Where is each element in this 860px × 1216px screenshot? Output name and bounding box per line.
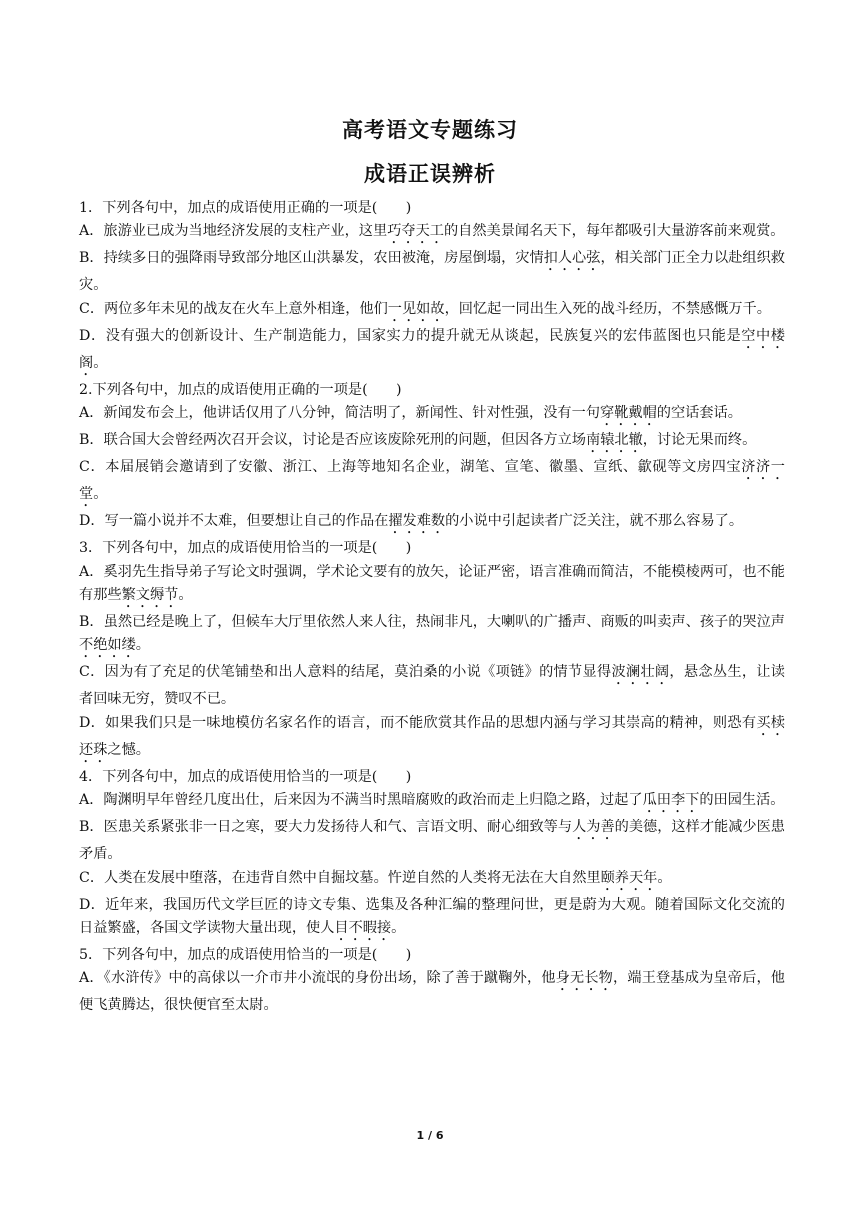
option-text: A．旅游业已成为当地经济发展的支柱产业，这里 bbox=[79, 223, 388, 240]
answer-option bbox=[79, 894, 785, 944]
option-text: 。 bbox=[178, 587, 193, 604]
question-stem: 5．下列各句中，加点的成语使用恰当的一项是( ) bbox=[79, 947, 412, 964]
answer-option bbox=[79, 816, 785, 866]
question-block bbox=[79, 379, 785, 537]
document-subtitle: 成语正误辨析 bbox=[364, 162, 496, 186]
question-block bbox=[79, 766, 785, 944]
option-text: C．人类在发展中堕落，在违背自然中自掘坟墓。忤逆自然的人类将无法在大自然里 bbox=[79, 869, 601, 886]
option-text: ，回忆起一同出生入死的战斗经历，不禁感慨万千。 bbox=[444, 300, 771, 317]
option-text: 的美德，这样才能减少医患矛盾。 bbox=[79, 819, 785, 863]
option-text: 的小说中引起读者广泛关注，就不那么容易了。 bbox=[445, 513, 744, 530]
dotted-idiom: 擢发难数 bbox=[388, 513, 446, 530]
answer-option bbox=[79, 661, 785, 711]
answer-option bbox=[79, 429, 785, 456]
option-text: A．奚羽先生指导弟子写论文时强调，学术论文要有的放矢，论证严密，语言准确而简洁，不能模棱两可，也不能有那些 bbox=[79, 563, 785, 604]
option-text: D．写一篇小说并不太难，但要想让自己的作品在 bbox=[79, 513, 389, 530]
answer-option bbox=[79, 967, 785, 1017]
dotted-idiom: 波澜壮阔 bbox=[611, 664, 670, 681]
option-text: ，讨论无果而终。 bbox=[642, 432, 757, 449]
dotted-idiom: 空中楼阁 bbox=[79, 327, 785, 371]
answer-option bbox=[79, 247, 785, 297]
option-text: 的自然美景闻名天下，每年都吸引大量游客前来观赏。 bbox=[443, 223, 785, 240]
option-text: 。 bbox=[93, 486, 108, 503]
option-text: C．本届展销会邀请到了安徽、浙江、上海等地知名企业，湖笔、宣笔、徽墨、宣纸、歙砚等文房四宝 bbox=[79, 459, 742, 476]
answer-option bbox=[79, 712, 785, 766]
answer-option bbox=[79, 867, 785, 894]
answer-option bbox=[79, 789, 785, 816]
answer-option bbox=[79, 220, 785, 247]
dotted-idiom: 身无长物 bbox=[555, 970, 614, 987]
option-text: C．因为有了充足的伏笔铺垫和出人意料的结尾，莫泊桑的小说《项链》的情节显得 bbox=[79, 664, 612, 681]
option-text: ，端王登基成为皇帝后，他便飞黄腾达，很快便官至太尉。 bbox=[79, 970, 785, 1014]
option-text: A．陶渊明早年曾经几度出仕，后来因为不满当时黑暗腐败的政治而走上归隐之路，过起了 bbox=[79, 792, 643, 809]
question-block bbox=[79, 197, 785, 379]
answer-option bbox=[79, 561, 785, 611]
option-text: B．联合国大会曾经两次召开会议，讨论是否应该废除死刑的问题，但因各方立场 bbox=[79, 432, 586, 449]
option-text: 。 bbox=[93, 354, 108, 371]
dotted-idiom: 颐养天年 bbox=[600, 869, 658, 886]
option-text: B．医患关系紧张非一日之寒，要大力发扬待人和气、言语文明、耐心细致等与 bbox=[79, 819, 573, 836]
dotted-idiom: 南辕北辙 bbox=[586, 432, 643, 449]
option-text: 。 bbox=[657, 869, 672, 886]
option-text: D．如果我们只是一味地模仿名家名作的语言，而不能欣赏其作品的思想内涵与学习其崇高的精神，则恐有 bbox=[79, 714, 757, 731]
option-text: C．两位多年未见的战友在火车上意外相逢，他们 bbox=[79, 300, 388, 317]
dotted-idiom: 济济一堂 bbox=[79, 459, 785, 503]
option-text: A．《水浒传》中的高俅以一介市井小流氓的身份出场，除了善于蹴鞠外，他 bbox=[79, 970, 556, 987]
question-block bbox=[79, 537, 785, 766]
question-stem: 2.下列各句中，加点的成语使用正确的一项是( ) bbox=[79, 381, 402, 398]
option-text: 的田园生活。 bbox=[699, 792, 785, 809]
dotted-idiom: 扣人心弦 bbox=[543, 250, 601, 267]
answer-option bbox=[79, 611, 785, 661]
dotted-idiom: 不绝如缕 bbox=[79, 637, 136, 654]
dotted-idiom: 巧夺天工 bbox=[387, 223, 444, 240]
option-text: A．新闻发布会上，他讲话仅用了八分钟，简洁明了，新闻性、针对性强，没有一句 bbox=[79, 405, 600, 422]
dotted-idiom: 瓜田李下 bbox=[642, 792, 700, 809]
question-block bbox=[79, 944, 785, 1018]
option-text: B．虽然已经是晚上了，但候车大厅里依然人来人往，热闹非凡，大喇叭的广播声、商贩的叫卖声、孩子的哭泣声 bbox=[79, 614, 785, 631]
question-stem: 3．下列各句中，加点的成语使用恰当的一项是( ) bbox=[79, 540, 412, 557]
option-text: 。 bbox=[135, 637, 150, 654]
question-list bbox=[79, 197, 785, 1018]
answer-option bbox=[79, 298, 785, 325]
option-text: 的空话套话。 bbox=[656, 405, 742, 422]
question-stem: 1．下列各句中，加点的成语使用正确的一项是( ) bbox=[79, 200, 412, 216]
dotted-idiom: 繁文缛节 bbox=[121, 587, 179, 604]
answer-option bbox=[79, 402, 785, 429]
answer-option bbox=[79, 456, 785, 510]
option-text: D．近年来，我国历代文学巨匠的诗文专集、选集及各种汇编的整理问世，更是蔚为大观。随着国际文化交流的日益繁盛，各国文学读物大量出现，使人 bbox=[79, 896, 785, 937]
option-text: ，悬念丛生，让读者回味无穷，赞叹不已。 bbox=[79, 664, 785, 708]
option-text: ，相关部门正全力以赴组织救灾。 bbox=[79, 250, 785, 294]
dotted-idiom: 买椟还珠 bbox=[79, 714, 785, 758]
option-text: 。 bbox=[391, 920, 406, 937]
document-title: 高考语文专题练习 bbox=[342, 118, 518, 142]
dotted-idiom: 目不暇接 bbox=[334, 920, 392, 937]
option-text: B．持续多日的强降雨导致部分地区山洪暴发，农田被淹，房屋倒塌，灾情 bbox=[79, 250, 544, 267]
dotted-idiom: 穿靴戴帽 bbox=[600, 405, 657, 422]
option-text: D．没有强大的创新设计、生产制造能力，国家实力的提升就无从谈起，民族复兴的宏伟蓝图也只能是 bbox=[79, 327, 742, 344]
dotted-idiom: 一见如故 bbox=[387, 300, 445, 317]
dotted-idiom: 人为善 bbox=[572, 819, 615, 836]
option-text: 之憾。 bbox=[107, 741, 150, 758]
page-number: 1 / 6 bbox=[416, 1129, 444, 1142]
answer-option bbox=[79, 510, 785, 537]
question-stem: 4．下列各句中，加点的成语使用恰当的一项是( ) bbox=[79, 768, 412, 785]
answer-option bbox=[79, 325, 785, 379]
